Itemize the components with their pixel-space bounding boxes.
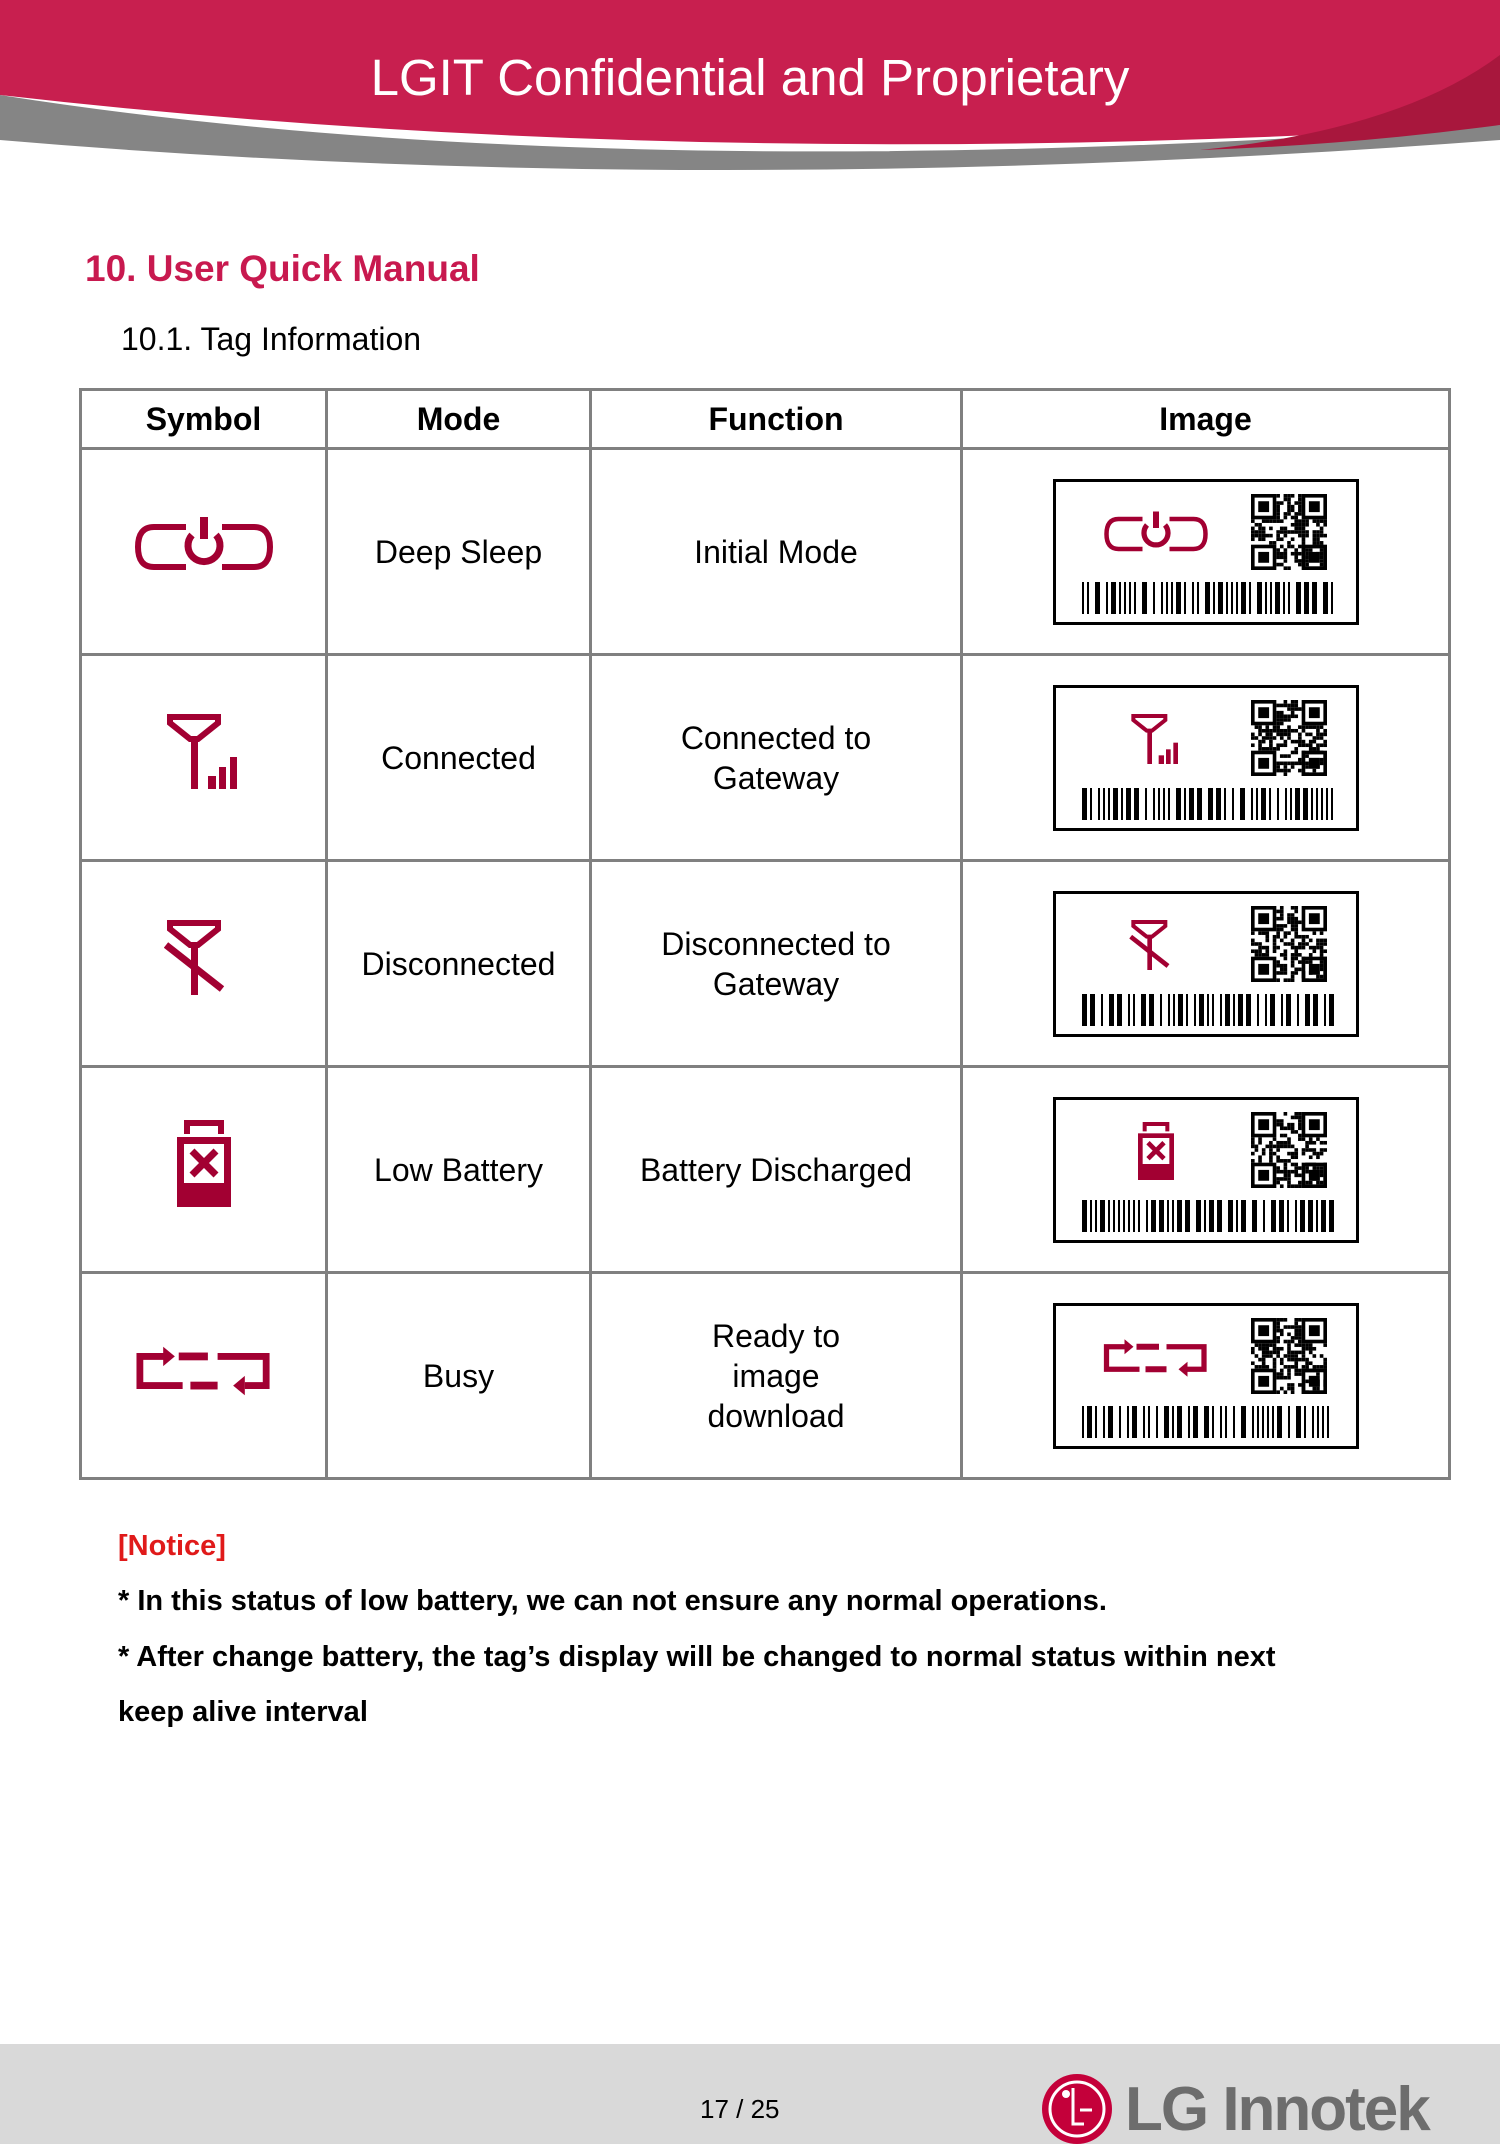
function-cell: Connected to Gateway — [591, 655, 962, 861]
function-cell: Disconnected to Gateway — [591, 861, 962, 1067]
footer — [0, 2044, 1500, 2144]
barcode-icon — [1082, 582, 1334, 614]
low-battery-icon — [1096, 1122, 1216, 1182]
header-image: Image — [962, 390, 1450, 449]
deep-sleep-icon — [1096, 504, 1216, 564]
section-title: 10. User Quick Manual — [85, 248, 480, 289]
tag-info-table — [79, 388, 1451, 1480]
mode-cell: Connected — [327, 655, 591, 861]
section-subtitle: 10.1. Tag Information — [121, 321, 422, 357]
table-row — [81, 655, 1450, 861]
notice-line: keep alive interval — [118, 1696, 368, 1728]
barcode-icon — [1082, 788, 1334, 820]
qr-code-icon — [1248, 700, 1330, 776]
deep-sleep-icon — [124, 517, 284, 577]
antenna-disconnected-icon — [1096, 916, 1216, 976]
page-number: 17 / 25 — [700, 2094, 780, 2124]
qr-code-icon — [1248, 906, 1330, 982]
notice-line: * After change battery, the tag’s display will be changed to normal status within next — [118, 1641, 1276, 1673]
barcode-icon — [1082, 1200, 1334, 1232]
symbol-cell — [81, 1273, 327, 1479]
tag-label-image — [1053, 479, 1359, 625]
mode-cell: Busy — [327, 1273, 591, 1479]
symbol-cell — [81, 655, 327, 861]
table-row — [81, 861, 1450, 1067]
antenna-connected-icon — [1096, 710, 1216, 770]
image-cell — [962, 1273, 1450, 1479]
header-function: Function — [591, 390, 962, 449]
tag-label-image — [1053, 685, 1359, 831]
mode-cell: Low Battery — [327, 1067, 591, 1273]
header-symbol: Symbol — [81, 390, 327, 449]
antenna-disconnected-icon — [164, 919, 244, 999]
lg-face-icon — [1040, 2072, 1114, 2146]
busy-sync-icon — [136, 1346, 272, 1396]
header-banner — [0, 0, 1500, 180]
function-cell: Initial Mode — [591, 449, 962, 655]
barcode-icon — [1082, 1406, 1334, 1438]
barcode-icon — [1082, 994, 1334, 1026]
notice-title: [Notice] — [118, 1530, 226, 1562]
header-title: LGIT Confidential and Proprietary — [370, 49, 1130, 106]
busy-sync-icon — [1096, 1328, 1216, 1388]
table-header-row — [81, 390, 1450, 449]
symbol-cell — [81, 861, 327, 1067]
mode-cell: Disconnected — [327, 861, 591, 1067]
logo-text: LG Innotek — [1125, 2075, 1429, 2144]
header-mode: Mode — [327, 390, 591, 449]
function-cell: Battery Discharged — [591, 1067, 962, 1273]
mode-cell: Deep Sleep — [327, 449, 591, 655]
symbol-cell — [81, 449, 327, 655]
notice-line: * In this status of low battery, we can not ensure any normal operations. — [118, 1585, 1107, 1617]
image-cell — [962, 449, 1450, 655]
table-row — [81, 449, 1450, 655]
table-row — [81, 1067, 1450, 1273]
function-cell: Ready to image download — [591, 1273, 962, 1479]
image-cell — [962, 861, 1450, 1067]
image-cell — [962, 1067, 1450, 1273]
qr-code-icon — [1248, 494, 1330, 570]
lg-innotek-logo — [1040, 2072, 1430, 2144]
symbol-cell — [81, 1067, 327, 1273]
qr-code-icon — [1248, 1318, 1330, 1394]
table-row — [81, 1273, 1450, 1479]
image-cell — [962, 655, 1450, 861]
tag-label-image — [1053, 1097, 1359, 1243]
qr-code-icon — [1248, 1112, 1330, 1188]
low-battery-icon — [174, 1120, 234, 1210]
tag-label-image — [1053, 1303, 1359, 1449]
antenna-connected-icon — [164, 713, 244, 793]
tag-label-image — [1053, 891, 1359, 1037]
